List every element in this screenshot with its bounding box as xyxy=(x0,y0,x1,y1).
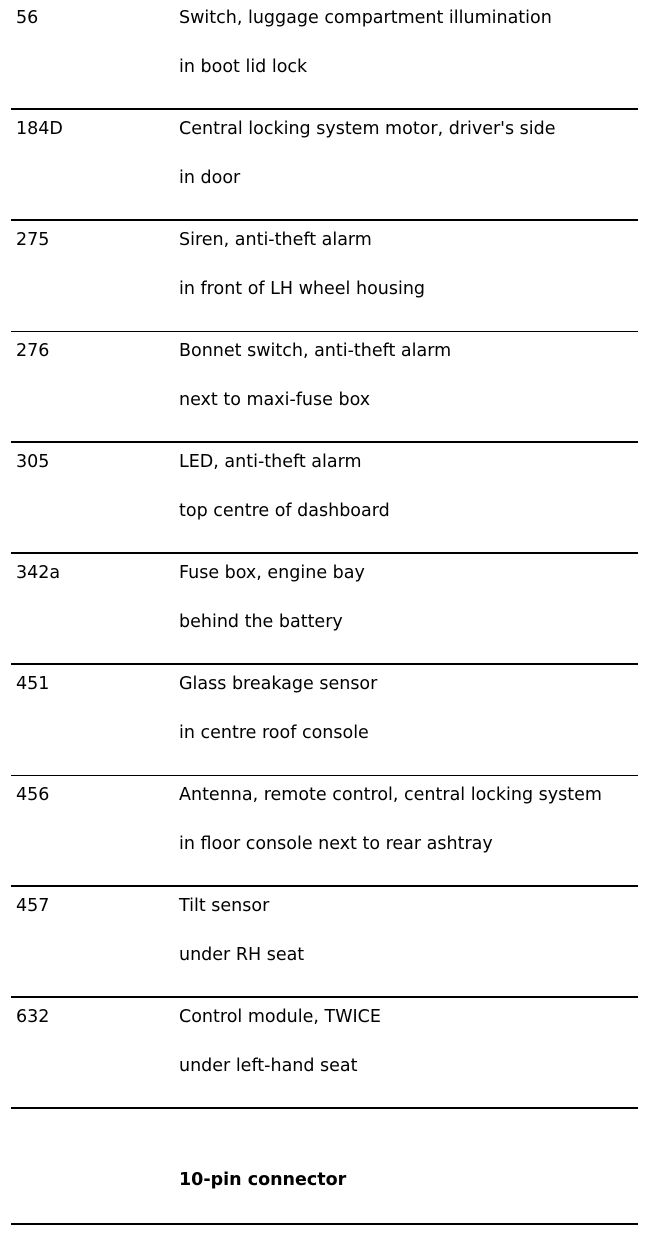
component-code: 275 xyxy=(16,230,50,250)
section-divider xyxy=(11,1223,638,1225)
row-divider xyxy=(11,663,638,665)
row-divider xyxy=(11,775,638,776)
row-divider xyxy=(11,1107,638,1109)
component-code: 451 xyxy=(16,674,50,694)
component-description: Bonnet switch, anti-theft alarm xyxy=(179,341,452,361)
component-location: next to maxi-fuse box xyxy=(179,390,371,410)
component-location: top centre of dashboard xyxy=(179,501,390,521)
table-row xyxy=(11,111,638,222)
row-divider xyxy=(11,996,638,998)
component-code: 184D xyxy=(16,119,63,139)
component-description: Glass breakage sensor xyxy=(179,674,378,694)
component-description: Antenna, remote control, central locking system xyxy=(179,785,602,805)
component-description: Control module, TWICE xyxy=(179,1007,381,1027)
component-code: 305 xyxy=(16,452,50,472)
component-location: in centre roof console xyxy=(179,723,369,743)
table-row xyxy=(11,555,638,666)
row-divider xyxy=(11,108,638,110)
component-code: 342a xyxy=(16,563,61,583)
row-divider xyxy=(11,885,638,887)
row-divider xyxy=(11,552,638,554)
component-location: in floor console next to rear ashtray xyxy=(179,834,493,854)
table-row xyxy=(11,666,638,777)
table-row xyxy=(11,999,638,1110)
table-row xyxy=(11,444,638,555)
table-row xyxy=(11,777,638,888)
component-table xyxy=(11,0,638,1076)
component-location: under left-hand seat xyxy=(179,1056,358,1076)
component-description: Switch, luggage compartment illumination xyxy=(179,8,552,28)
component-location: under RH seat xyxy=(179,945,305,965)
component-description: Central locking system motor, driver's side xyxy=(179,119,556,139)
connector-heading: 10-pin connector xyxy=(179,1170,347,1190)
component-description: Tilt sensor xyxy=(179,896,270,916)
component-location: behind the battery xyxy=(179,612,343,632)
component-location: in front of LH wheel housing xyxy=(179,279,426,299)
component-code: 456 xyxy=(16,785,50,805)
row-divider xyxy=(11,441,638,443)
component-description: Fuse box, engine bay xyxy=(179,563,365,583)
component-location: in boot lid lock xyxy=(179,57,308,77)
component-code: 457 xyxy=(16,896,50,916)
table-row xyxy=(11,0,638,110)
row-divider xyxy=(11,219,638,221)
component-description: Siren, anti-theft alarm xyxy=(179,230,372,250)
table-row xyxy=(11,888,638,999)
table-row xyxy=(11,222,638,333)
component-code: 276 xyxy=(16,341,50,361)
component-code: 56 xyxy=(16,8,39,28)
table-row xyxy=(11,333,638,444)
component-location: in door xyxy=(179,168,241,188)
component-code: 632 xyxy=(16,1007,50,1027)
row-divider xyxy=(11,331,638,332)
component-description: LED, anti-theft alarm xyxy=(179,452,362,472)
